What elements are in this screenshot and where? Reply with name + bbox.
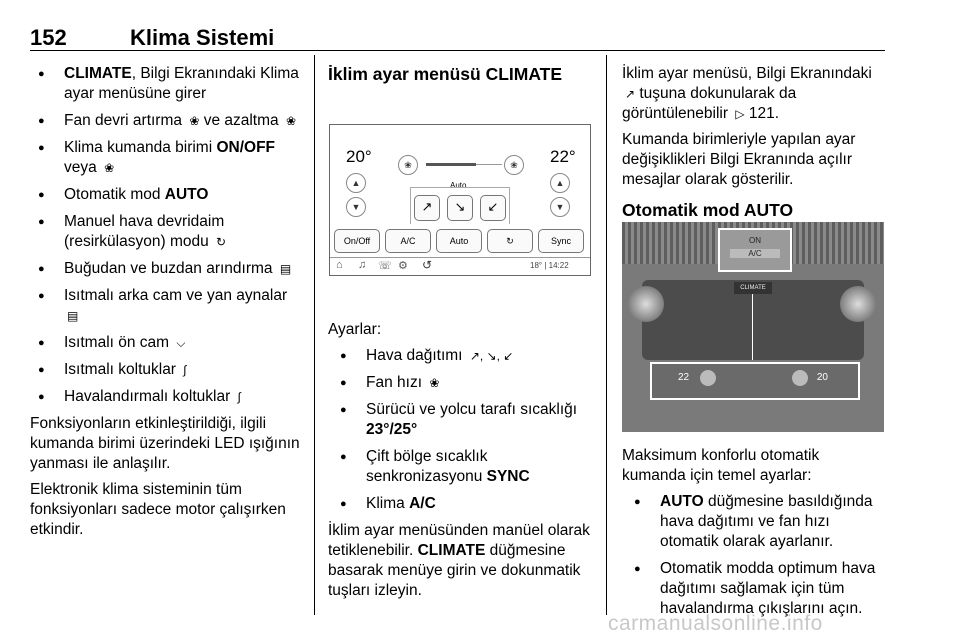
fan-speed-track [476, 164, 502, 165]
ac-button: A/C [385, 229, 431, 253]
temp-down-right-button: ▼ [550, 197, 570, 217]
list-item: ● Isıtmalı ön cam ⌵ [30, 333, 302, 353]
home-icon: ⌂ [336, 259, 343, 271]
column-2 [328, 64, 593, 84]
climate-icon: ↺ [422, 258, 433, 272]
air-distribution-icon: ↙ [480, 195, 506, 221]
fan-down-icon: ❀ [285, 114, 297, 128]
settings-label: Ayarlar: [328, 321, 382, 338]
column-3-body [622, 446, 887, 626]
column-1 [30, 64, 302, 546]
status-divider [330, 257, 590, 258]
page-ref-icon: ▷ [735, 107, 745, 121]
page-title: Klima Sistemi [130, 25, 275, 50]
temp-up-right-button: ▲ [550, 173, 570, 193]
detail-box: 22 20 [650, 362, 860, 400]
right-temp: 22° [550, 147, 576, 166]
heated-seat-icon: ∫ [183, 363, 187, 377]
list-item: ● AUTO düğmesine basıldığında hava dağıtımı ve fan hızı otomatik olarak ayarlanır. [622, 492, 887, 552]
list-item: ● Hava dağıtımı ↗, ↘, ↙ [328, 346, 593, 366]
list-item: ● Fan hızı ❀ [328, 373, 593, 393]
page-header [30, 22, 885, 51]
watermark: carmanualsonline.info [608, 612, 823, 635]
defrost-icon: ▤ [279, 262, 292, 276]
list-item: ● Otomatik mod AUTO [30, 185, 302, 205]
air-distribution-icon: ↘ [447, 195, 473, 221]
column-divider [314, 55, 315, 615]
paragraph: Kumanda birimleriyle yapılan ayar değişiklikleri Bilgi Ekranında açılır mesajlar olarak gösterilir. [622, 131, 856, 188]
left-temp: 20° [346, 147, 372, 166]
paragraph: Fonksiyonların etkinleştirildiği, ilgili kumanda birimi üzerindeki LED ışığının yanması ile anlaşılır. [30, 415, 300, 472]
left-knob [628, 286, 664, 322]
paragraph: İklim ayar menüsü, Bilgi Ekranındaki ↗ tuşuna dokunularak da görüntülenebilir ▷ 121. [622, 65, 872, 122]
list-item: ● Fan devri artırma ❀ ve azaltma ❀ [30, 111, 302, 131]
list-item: ● Klima A/C [328, 494, 593, 514]
nav-icon: ⚙ [398, 260, 408, 272]
phone-icon: ☏ [378, 260, 392, 272]
list-item: ● Isıtmalı arka cam ve yan aynalar ▤ [30, 286, 302, 326]
fan-speed-icon: ❀ [429, 376, 440, 390]
sync-button: Sync [538, 229, 584, 253]
list-item: ● CLIMATE, Bilgi Ekranındaki Klima ayar menüsüne girer [30, 64, 302, 104]
control-panel-photo [622, 222, 884, 432]
list-item: ● Sürücü ve yolcu tarafı sıcaklığı 23°/25° [328, 400, 593, 440]
front-windscreen-icon: ⌵ [176, 336, 186, 350]
fan-speed-bar [426, 163, 476, 166]
climate-touch-icon: ↗ [625, 87, 636, 101]
right-knob [840, 286, 876, 322]
page-number: 152 [30, 25, 67, 50]
ventilated-seat-icon: ∫ [237, 390, 241, 404]
auto-button: Auto [436, 229, 482, 253]
list-item: ● Havalandırmalı koltuklar ∫ [30, 387, 302, 407]
recirculation-icon: ↻ [216, 235, 227, 249]
callout-box: ON A/C [718, 228, 792, 272]
column-3 [622, 64, 887, 220]
fan-icon: ❀ [398, 155, 418, 175]
recirculation-icon: ↻ [506, 236, 514, 246]
list-item: ● Manuel hava devridaim (resirkülasyon) modu ↻ [30, 212, 302, 252]
list-item: ● Klima kumanda birimi ON/OFF veya ❀ [30, 138, 302, 178]
section-heading: İklim ayar menüsü CLIMATE [328, 64, 563, 84]
recirculation-button [487, 229, 533, 253]
air-distribution-icons: ↗, ↘, ↙ [469, 349, 514, 363]
fan-max-icon: ❀ [504, 155, 524, 175]
paragraph: Maksimum konforlu otomatik kumanda için temel ayarlar: [622, 447, 820, 484]
column-divider [606, 55, 607, 615]
section-heading: Otomatik mod AUTO [622, 200, 794, 220]
climate-button: CLIMATE [734, 282, 772, 294]
list-item: ● Buğudan ve buzdan arındırma ▤ [30, 259, 302, 279]
temp-down-left-button: ▼ [346, 197, 366, 217]
callout-line [752, 294, 753, 360]
fan-up-icon: ❀ [189, 114, 200, 128]
list-item: ● Çift bölge sıcaklık senkronizasyonu SYNC [328, 447, 593, 487]
music-icon: ♫ [358, 259, 367, 271]
air-distribution-icon: ↗ [414, 195, 440, 221]
climate-screen-illustration [329, 124, 591, 276]
paragraph: Elektronik klima sisteminin tüm fonksiyonları sadece motor çalışırken etkindir. [30, 481, 286, 538]
status-text: 18° | 14:22 [530, 261, 569, 270]
knob-small [700, 370, 716, 386]
list-item: ● Otomatik modda optimum hava dağıtımı sağlamak için tüm havalandırma çıkışlarını açın. [622, 559, 887, 619]
knob-small [792, 370, 808, 386]
list-item: ● Isıtmalı koltuklar ∫ [30, 360, 302, 380]
paragraph: İklim ayar menüsünden manüel olarak tetiklenebilir. CLIMATE düğmesine basarak menüye girin ve dokunmatik tuşları izleyin. [328, 522, 590, 599]
fan-off-icon: ❀ [104, 161, 115, 175]
rear-defrost-icon: ▤ [67, 309, 79, 323]
column-2-body [328, 320, 593, 607]
onoff-button: On/Off [334, 229, 380, 253]
auto-label: Auto [450, 181, 467, 190]
temp-up-left-button: ▲ [346, 173, 366, 193]
